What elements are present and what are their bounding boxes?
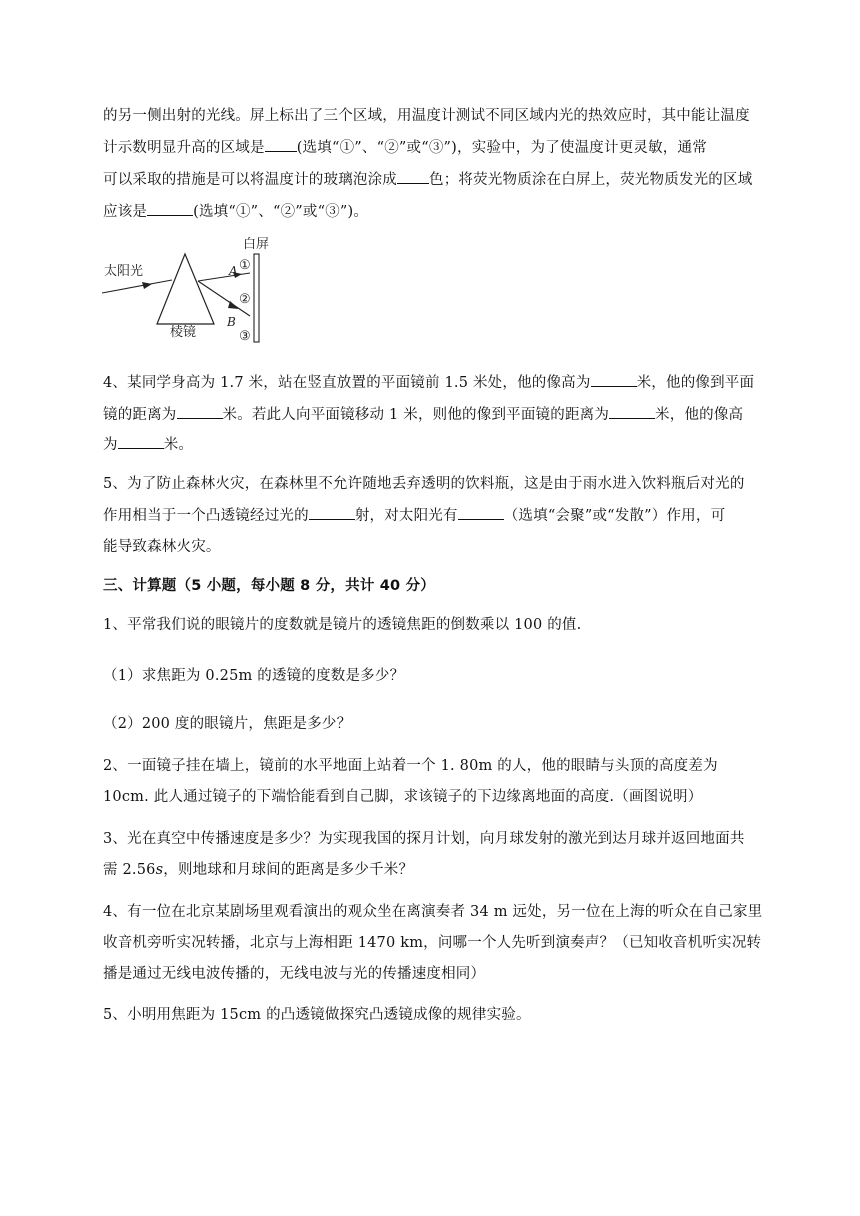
sunlight-label: 太阳光 (104, 264, 144, 279)
region-2-label: ② (239, 292, 251, 307)
prism-label: 棱镜 (170, 325, 197, 340)
answer-blank[interactable] (458, 507, 504, 520)
answer-blank[interactable] (147, 203, 193, 216)
q5-text-line-2: 作用相当于一个凸透镜经过光的 射，对太阳光有 （选填“会聚”或“发散”）作用，可 (103, 508, 726, 524)
s3-q2-line-1: 2、一面镜子挂在墙上，镜前的水平地面上站着一个 1. 80m 的人，他的眼睛与头顶的高度差为 (103, 758, 718, 774)
answer-blank[interactable] (397, 171, 429, 184)
answer-blank[interactable] (309, 507, 355, 520)
prism-triangle (157, 254, 214, 324)
section3-heading: 三、计算题（5 小题，每小题 8 分，共计 40 分） (103, 578, 435, 594)
white-screen (254, 254, 259, 342)
q3-text-line-4: 应该是 (选填“①”、“②”或“③”)。 (103, 204, 369, 220)
answer-blank[interactable] (609, 406, 655, 419)
ray-a-label: A (229, 264, 238, 278)
s3-q3-line-1: 3、光在真空中传播速度是多少？为实现我国的探月计划，向月球发射的激光到达月球并返回地面共 (103, 831, 745, 847)
s3-q3-line-2: 需 2.56s，则地球和月球间的距离是多少千米？ (103, 862, 414, 878)
q5-text-line-1: 5、为了防止森林火灾，在森林里不允许随地丢弃透明的饮料瓶，这是由于雨水进入饮料瓶后对光的 (103, 476, 745, 492)
s3-q1-text: 1、平常我们说的眼镜片的度数就是镜片的透镜焦距的倒数乘以 100 的值. (103, 617, 582, 633)
s3-q2-line-2: 10cm. 此人通过镜子的下端恰能看到自己脚，求该镜子的下边缘离地面的高度.（画图说明） (103, 789, 703, 805)
s3-q1-part2: （2）200 度的眼镜片，焦距是多少？ (103, 716, 352, 732)
s3-q1-part1: （1）求焦距为 0.25m 的透镜的度数是多少？ (103, 668, 405, 684)
q3-text-line-3: 可以采取的措施是可以将温度计的玻璃泡涂成 色；将荧光物质涂在白屏上，荧光物质发光的区域 (103, 172, 753, 188)
answer-blank[interactable] (177, 406, 223, 419)
prism-dispersion-figure (100, 232, 280, 347)
answer-blank[interactable] (118, 436, 164, 449)
q4-text-line-1: 4、某同学身高为 1.7 米，站在竖直放置的平面镜前 1.5 米处，他的像高为 米，他的像到平面 (103, 375, 755, 391)
s3-q4-line-3: 播是通过无线电波传播的，无线电波与光的传播速度相同） (103, 966, 486, 982)
q5-text-line-3: 能导致森林火灾。 (103, 539, 221, 555)
ray-b-label: B (227, 315, 236, 329)
q4-text-line-2: 镜的距离为 米。若此人向平面镜移动 1 米，则他的像到平面镜的距离为 米，他的像高 (103, 407, 744, 423)
region-3-label: ③ (239, 329, 251, 344)
q3-text-line-2: 计示数明显升高的区域是 (选填“①”、“②”或“③”)，实验中，为了使温度计更灵敏，通常 (103, 140, 707, 156)
s3-q4-line-1: 4、有一位在北京某剧场里观看演出的观众坐在离演奏者 34 m 远处，另一位在上海的听众在自己家里 (103, 904, 763, 920)
s3-q4-line-2: 收音机旁听实况转播，北京与上海相距 1470 km，问哪一个人先听到演奏声？（已知收音机听实况转 (103, 935, 762, 951)
answer-blank[interactable] (591, 374, 637, 387)
screen-label: 白屏 (243, 237, 270, 252)
answer-blank[interactable] (265, 139, 297, 152)
s3-q5-text: 5、小明用焦距为 15cm 的凸透镜做探究凸透镜成像的规律实验。 (103, 1007, 531, 1023)
incident-arrow (142, 282, 152, 289)
region-1-label: ① (239, 258, 251, 273)
ray-a (198, 273, 250, 281)
q3-text-line-1: 的另一侧出射的光线。屏上标出了三个区域，用温度计测试不同区域内光的热效应时，其中能让温度 (103, 108, 750, 124)
q4-text-line-3: 为 米。 (103, 437, 194, 453)
incident-ray (102, 280, 172, 293)
